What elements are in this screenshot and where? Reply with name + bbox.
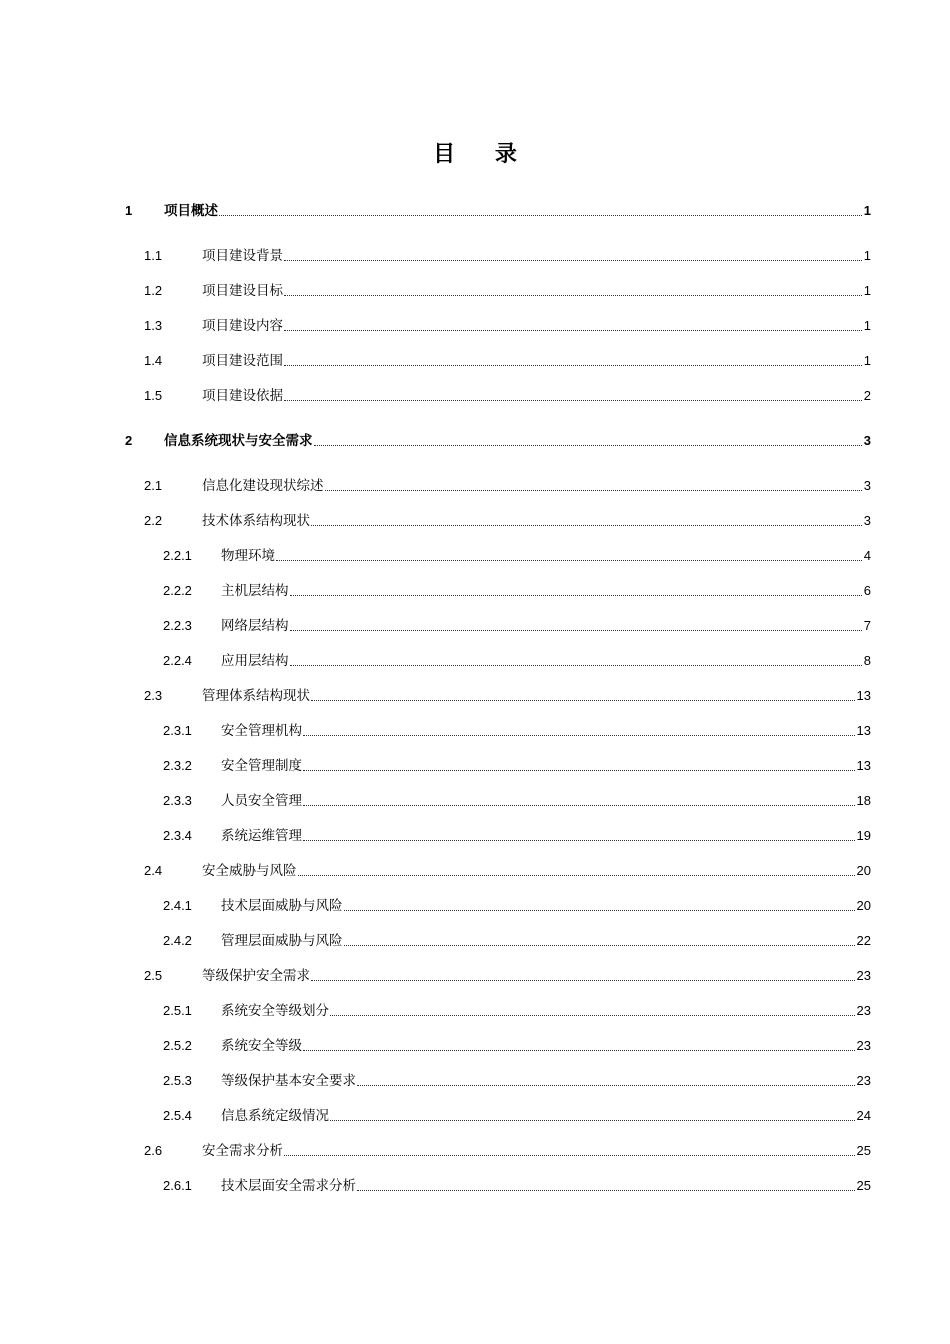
- toc-entry-page-number: 18: [856, 793, 871, 808]
- toc-leader-dots: [284, 400, 862, 401]
- toc-entry-number: 2.5.1: [163, 1003, 192, 1018]
- toc-entry[interactable]: [144, 278, 871, 300]
- page-title: 目 录: [433, 141, 533, 167]
- toc-entry-title: 项目建设目标: [202, 283, 283, 299]
- toc-entry[interactable]: [163, 823, 871, 845]
- toc-leader-dots: [276, 560, 862, 561]
- toc-entry-title: 安全威胁与风险: [202, 863, 297, 879]
- toc-entry-number: 2.4.1: [163, 898, 192, 913]
- toc-entry-number: 2.1: [144, 478, 163, 493]
- toc-leader-dots: [284, 260, 862, 261]
- toc-entry-page-number: 20: [856, 863, 871, 878]
- toc-entry-title: 系统安全等级: [221, 1038, 302, 1054]
- toc-leader-dots: [314, 445, 862, 446]
- toc-entry-number: 2.3.4: [163, 828, 192, 843]
- toc-entry-number: 2.2: [144, 513, 163, 528]
- toc-entry-page-number: 23: [856, 1003, 871, 1018]
- toc-entry-title: 安全管理制度: [221, 758, 302, 774]
- toc-entry[interactable]: [144, 383, 871, 405]
- toc-leader-dots: [303, 840, 855, 841]
- toc-entry-page-number: 13: [856, 723, 871, 738]
- toc-entry-number: 2.2.3: [163, 618, 192, 633]
- toc-leader-dots: [290, 630, 862, 631]
- toc-entry-title: 项目建设依据: [202, 388, 283, 404]
- toc-entry-page-number: 19: [856, 828, 871, 843]
- toc-entry-number: 2.3.2: [163, 758, 192, 773]
- toc-entry-page-number: 23: [856, 1073, 871, 1088]
- toc-entry-title: 技术层面安全需求分析: [221, 1178, 356, 1194]
- toc-entry-title: 信息化建设现状综述: [202, 478, 324, 494]
- toc-entry-number: 1.3: [144, 318, 163, 333]
- toc-entry[interactable]: [163, 928, 871, 950]
- toc-entry[interactable]: [163, 1173, 871, 1195]
- toc-leader-dots: [284, 365, 862, 366]
- toc-entry-title: 管理层面威胁与风险: [221, 933, 343, 949]
- toc-entry-page-number: 1: [863, 353, 871, 368]
- toc-entry-page-number: 23: [856, 968, 871, 983]
- toc-entry[interactable]: [144, 858, 871, 880]
- toc-leader-dots: [311, 980, 855, 981]
- toc-entry[interactable]: [144, 243, 871, 265]
- toc-entry-title: 等级保护基本安全要求: [221, 1073, 356, 1089]
- toc-entry-number: 2.3.1: [163, 723, 192, 738]
- toc-entry-title: 应用层结构: [221, 653, 289, 669]
- toc-entry-title: 安全管理机构: [221, 723, 302, 739]
- toc-leader-dots: [357, 1085, 855, 1086]
- toc-entry-page-number: 25: [856, 1178, 871, 1193]
- toc-entry[interactable]: [163, 613, 871, 635]
- toc-leader-dots: [303, 1050, 855, 1051]
- toc-entry-page-number: 13: [856, 688, 871, 703]
- toc-entry-number: 2: [125, 433, 133, 448]
- toc-entry-number: 2.2.1: [163, 548, 192, 563]
- toc-entry-number: 2.5.3: [163, 1073, 192, 1088]
- toc-entry-title: 人员安全管理: [221, 793, 302, 809]
- toc-entry[interactable]: [163, 578, 871, 600]
- toc-entry-number: 1.5: [144, 388, 163, 403]
- toc-entry-page-number: 2: [863, 388, 871, 403]
- toc-entry-page-number: 13: [856, 758, 871, 773]
- toc-entry[interactable]: [163, 1103, 871, 1125]
- toc-entry-title: 信息系统定级情况: [221, 1108, 329, 1124]
- toc-entry-number: 1.4: [144, 353, 163, 368]
- toc-entry-number: 2.5: [144, 968, 163, 983]
- toc-leader-dots: [284, 295, 862, 296]
- toc-entry-number: 1: [125, 203, 133, 218]
- toc-entry[interactable]: [163, 788, 871, 810]
- toc-leader-dots: [303, 770, 855, 771]
- toc-leader-dots: [330, 1120, 855, 1121]
- toc-entry[interactable]: [144, 313, 871, 335]
- toc-leader-dots: [290, 595, 862, 596]
- toc-entry[interactable]: [163, 893, 871, 915]
- toc-leader-dots: [303, 735, 855, 736]
- toc-entry-title: 技术层面威胁与风险: [221, 898, 343, 914]
- toc-entry-title: 网络层结构: [221, 618, 289, 634]
- toc-entry[interactable]: [125, 428, 871, 450]
- toc-entry[interactable]: [125, 198, 871, 220]
- toc-entry-title: 系统安全等级划分: [221, 1003, 329, 1019]
- toc-entry-title: 信息系统现状与安全需求: [164, 433, 313, 449]
- toc-entry-number: 2.6: [144, 1143, 163, 1158]
- toc-entry-page-number: 7: [863, 618, 871, 633]
- toc-leader-dots: [344, 945, 855, 946]
- toc-entry[interactable]: [144, 683, 871, 705]
- toc-entry[interactable]: [144, 963, 871, 985]
- toc-leader-dots: [219, 215, 862, 216]
- toc-leader-dots: [284, 330, 862, 331]
- toc-entry-page-number: 1: [863, 248, 871, 263]
- toc-entry[interactable]: [163, 718, 871, 740]
- toc-entry-title: 项目概述: [164, 203, 218, 219]
- toc-entry-page-number: 20: [856, 898, 871, 913]
- toc-entry-number: 2.3: [144, 688, 163, 703]
- toc-entry-title: 主机层结构: [221, 583, 289, 599]
- toc-entry[interactable]: [163, 543, 871, 565]
- toc-leader-dots: [357, 1190, 855, 1191]
- toc-entry[interactable]: [163, 753, 871, 775]
- toc-entry-number: 2.6.1: [163, 1178, 192, 1193]
- toc-leader-dots: [290, 665, 862, 666]
- toc-entry-title: 项目建设背景: [202, 248, 283, 264]
- toc-entry-number: 2.3.3: [163, 793, 192, 808]
- toc-entry-title: 物理环境: [221, 548, 275, 564]
- toc-entry-number: 2.2.2: [163, 583, 192, 598]
- toc-entry-number: 2.2.4: [163, 653, 192, 668]
- toc-entry-title: 等级保护安全需求: [202, 968, 310, 984]
- toc-entry-page-number: 3: [863, 513, 871, 528]
- toc-leader-dots: [330, 1015, 855, 1016]
- toc-entry-number: 2.4.2: [163, 933, 192, 948]
- toc-entry[interactable]: [163, 1068, 871, 1090]
- toc-entry-title: 技术体系结构现状: [202, 513, 310, 529]
- toc-entry-title: 项目建设内容: [202, 318, 283, 334]
- toc-leader-dots: [344, 910, 855, 911]
- toc-entry-number: 1.1: [144, 248, 163, 263]
- toc-entry-page-number: 3: [863, 478, 871, 493]
- toc-entry[interactable]: [144, 508, 871, 530]
- toc-entry[interactable]: [163, 1033, 871, 1055]
- toc-entry-number: 1.2: [144, 283, 163, 298]
- toc-entry[interactable]: [163, 648, 871, 670]
- toc-leader-dots: [325, 490, 862, 491]
- toc-entry-page-number: 6: [863, 583, 871, 598]
- toc-entry-title: 管理体系结构现状: [202, 688, 310, 704]
- toc-entry[interactable]: [144, 473, 871, 495]
- toc-entry-page-number: 3: [863, 433, 871, 448]
- toc-entry-title: 安全需求分析: [202, 1143, 283, 1159]
- toc-entry-page-number: 22: [856, 933, 871, 948]
- toc-entry-page-number: 1: [863, 318, 871, 333]
- toc-leader-dots: [311, 525, 862, 526]
- toc-leader-dots: [303, 805, 855, 806]
- toc-entry-number: 2.4: [144, 863, 163, 878]
- toc-entry-page-number: 25: [856, 1143, 871, 1158]
- toc-entry[interactable]: [144, 1138, 871, 1160]
- toc-leader-dots: [311, 700, 855, 701]
- toc-leader-dots: [284, 1155, 855, 1156]
- toc-entry-number: 2.5.2: [163, 1038, 192, 1053]
- toc-entry-page-number: 4: [863, 548, 871, 563]
- toc-entry-page-number: 1: [863, 203, 871, 218]
- toc-entry[interactable]: [144, 348, 871, 370]
- toc-entry-number: 2.5.4: [163, 1108, 192, 1123]
- toc-leader-dots: [298, 875, 855, 876]
- toc-entry-title: 系统运维管理: [221, 828, 302, 844]
- toc-entry-page-number: 1: [863, 283, 871, 298]
- toc-entry[interactable]: [163, 998, 871, 1020]
- toc-entry-title: 项目建设范围: [202, 353, 283, 369]
- toc-entry-page-number: 23: [856, 1038, 871, 1053]
- toc-entry-page-number: 24: [856, 1108, 871, 1123]
- toc-entry-page-number: 8: [863, 653, 871, 668]
